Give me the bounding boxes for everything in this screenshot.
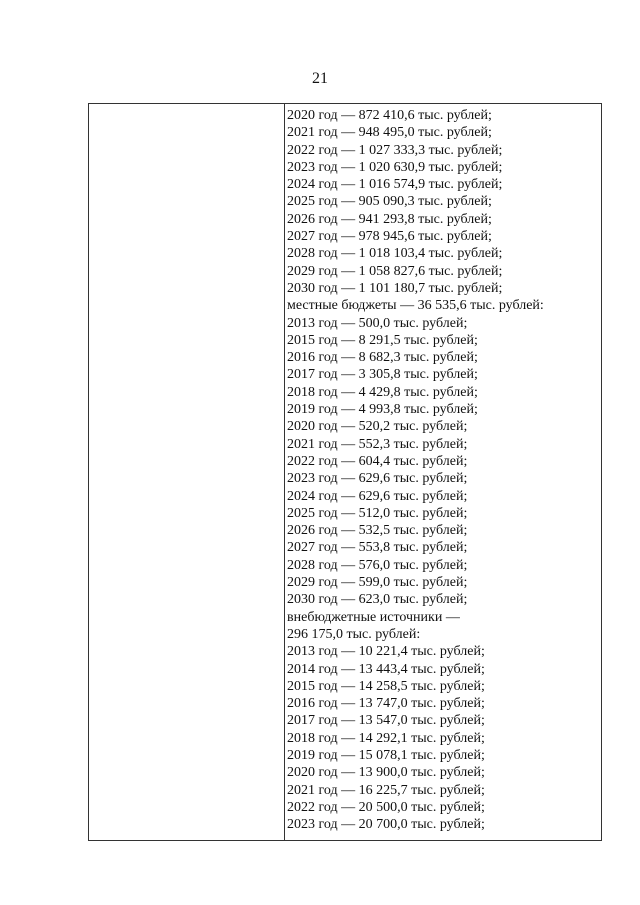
funding-line: 2018 год — 4 429,8 тыс. рублей;	[287, 384, 478, 400]
funding-line: 2030 год — 623,0 тыс. рублей;	[287, 592, 468, 608]
funding-line: 2023 год — 629,6 тыс. рублей;	[287, 471, 468, 487]
funding-line: 2020 год — 520,2 тыс. рублей;	[287, 419, 468, 435]
funding-line: 2019 год — 15 078,1 тыс. рублей;	[287, 747, 485, 763]
funding-line: 2014 год — 13 443,4 тыс. рублей;	[287, 661, 485, 677]
funding-line: 2016 год — 8 682,3 тыс. рублей;	[287, 350, 478, 366]
funding-table	[88, 103, 602, 841]
funding-line: 2022 год — 1 027 333,3 тыс. рублей;	[287, 142, 503, 158]
funding-line: 2022 год — 604,4 тыс. рублей;	[287, 453, 468, 469]
page-number: 21	[312, 70, 328, 87]
funding-line: 2024 год — 1 016 574,9 тыс. рублей;	[287, 177, 503, 193]
funding-line: 2029 год — 1 058 827,6 тыс. рублей;	[287, 263, 503, 279]
funding-line: 2016 год — 13 747,0 тыс. рублей;	[287, 696, 485, 712]
funding-line: 2021 год — 948 495,0 тыс. рублей;	[287, 125, 492, 141]
funding-line: 2019 год — 4 993,8 тыс. рублей;	[287, 402, 478, 418]
funding-line: 2027 год — 553,8 тыс. рублей;	[287, 540, 468, 556]
funding-line: местные бюджеты — 36 535,6 тыс. рублей:	[287, 298, 544, 314]
funding-line: 2029 год — 599,0 тыс. рублей;	[287, 575, 468, 591]
funding-line: внебюджетные источники —	[287, 609, 460, 625]
funding-line: 2028 год — 576,0 тыс. рублей;	[287, 557, 468, 573]
funding-list	[287, 107, 599, 833]
funding-line: 2013 год — 10 221,4 тыс. рублей;	[287, 644, 485, 660]
funding-line: 2026 год — 941 293,8 тыс. рублей;	[287, 211, 492, 227]
funding-line: 2026 год — 532,5 тыс. рублей;	[287, 523, 468, 539]
funding-line: 2022 год — 20 500,0 тыс. рублей;	[287, 799, 485, 815]
funding-line: 2013 год — 500,0 тыс. рублей;	[287, 315, 468, 331]
funding-line: 2030 год — 1 101 180,7 тыс. рублей;	[287, 280, 503, 296]
table-left-cell	[89, 104, 284, 840]
funding-line: 296 175,0 тыс. рублей:	[287, 626, 421, 642]
funding-line: 2023 год — 1 020 630,9 тыс. рублей;	[287, 159, 503, 175]
funding-line: 2021 год — 16 225,7 тыс. рублей;	[287, 782, 485, 798]
funding-line: 2020 год — 13 900,0 тыс. рублей;	[287, 765, 485, 781]
funding-line: 2021 год — 552,3 тыс. рублей;	[287, 436, 468, 452]
column-divider	[284, 104, 285, 840]
funding-line: 2020 год — 872 410,6 тыс. рублей;	[287, 108, 492, 123]
funding-line: 2027 год — 978 945,6 тыс. рублей;	[287, 229, 492, 245]
funding-line: 2018 год — 14 292,1 тыс. рублей;	[287, 730, 485, 746]
funding-line: 2028 год — 1 018 103,4 тыс. рублей;	[287, 246, 503, 262]
funding-line: 2024 год — 629,6 тыс. рублей;	[287, 488, 468, 504]
funding-line: 2017 год — 13 547,0 тыс. рублей;	[287, 713, 485, 729]
funding-line: 2025 год — 512,0 тыс. рублей;	[287, 505, 468, 521]
funding-line: 2025 год — 905 090,3 тыс. рублей;	[287, 194, 492, 210]
funding-line: 2015 год — 8 291,5 тыс. рублей;	[287, 332, 478, 348]
funding-line: 2017 год — 3 305,8 тыс. рублей;	[287, 367, 478, 383]
funding-line: 2023 год — 20 700,0 тыс. рублей;	[287, 817, 485, 833]
funding-line: 2015 год — 14 258,5 тыс. рублей;	[287, 678, 485, 694]
